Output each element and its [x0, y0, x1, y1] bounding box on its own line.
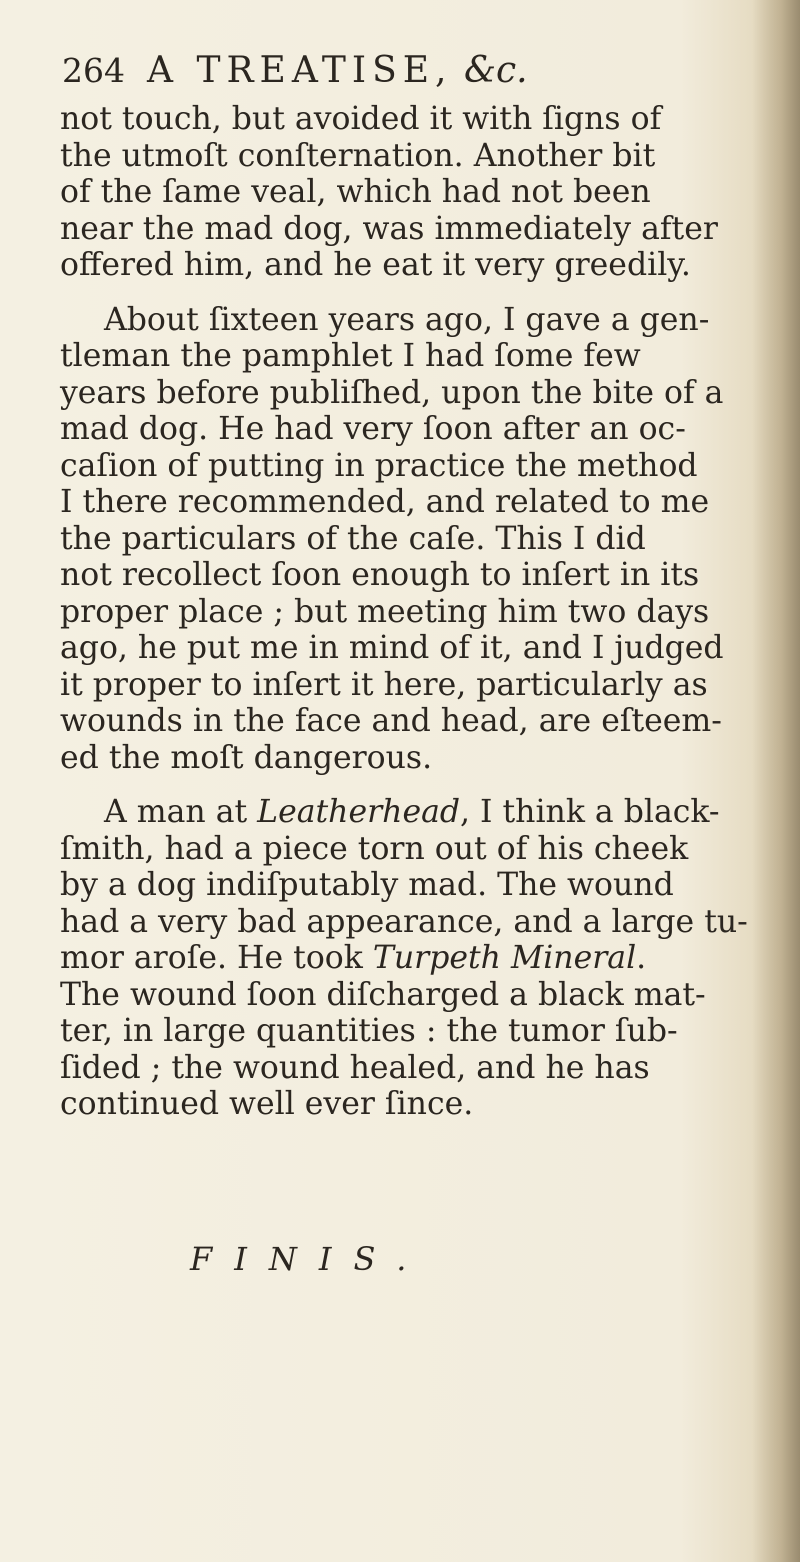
- page-number: 264: [62, 51, 125, 90]
- italic-term: Leatherhead: [257, 794, 461, 830]
- paragraph: [60, 794, 748, 1123]
- text-line: not touch, but avoided it with ſigns of: [60, 101, 662, 137]
- text-line: offered him, and he eat it very greedily.: [60, 247, 691, 283]
- text-line: I there recommended, and related to me: [60, 484, 710, 520]
- text-line: years before publiſhed, upon the bite of a: [60, 374, 724, 411]
- text-line: A man at Leatherhead, I think a black-: [104, 794, 720, 830]
- text-line: mad dog. He had very ſoon after an oc-: [60, 411, 686, 447]
- paragraph: [60, 302, 740, 777]
- text-line: proper place ; but meeting him two days: [60, 593, 710, 630]
- running-title-etc: &c.: [463, 50, 528, 91]
- body-text: [60, 101, 748, 1123]
- text-line: ed the moſt dangerous.: [60, 739, 433, 776]
- text-line: ter, in large quantities : the tumor ſub-: [60, 1013, 678, 1049]
- text-line: ſided ; the wound healed, and he has: [60, 1049, 650, 1086]
- text-line: not recollect ſoon enough to inſert in its: [60, 557, 700, 593]
- running-header: [62, 42, 702, 100]
- text-line: the utmoſt conſternation. Another bit: [60, 137, 656, 174]
- text-line: ago, he put me in mind of it, and I judged: [60, 630, 724, 666]
- text-line: mor aroſe. He took Turpeth Mineral.: [60, 940, 647, 976]
- running-title: A TREATISE,: [147, 50, 453, 91]
- text-line: by a dog indiſputably mad. The wound: [60, 867, 674, 903]
- text-line: had a very bad appearance, and a large tu-: [60, 903, 748, 940]
- text-line: tleman the pamphlet I had ſome few: [60, 338, 641, 374]
- text-line: of the ſame veal, which had not been: [60, 174, 651, 210]
- text-line: ſmith, had a piece torn out of his cheek: [60, 830, 689, 867]
- italic-term: Turpeth Mineral: [372, 940, 637, 976]
- text-line: the particulars of the caſe. This I did: [60, 520, 646, 557]
- text-line: The wound ſoon diſcharged a black mat-: [60, 976, 706, 1013]
- paragraph: [60, 101, 740, 284]
- finis-colophon: FINIS.: [190, 1240, 429, 1278]
- page-edge-shadow: [752, 0, 800, 1562]
- text-line: it proper to inſert it here, particularly as: [60, 666, 708, 703]
- text-line: caſion of putting in practice the method: [60, 447, 698, 484]
- text-line: About ſixteen years ago, I gave a gen-: [104, 301, 710, 338]
- text-line: wounds in the face and head, are eſteem-: [60, 703, 722, 739]
- text-line: near the mad dog, was immediately after: [60, 210, 718, 247]
- text-line: continued well ever ſince.: [60, 1086, 474, 1122]
